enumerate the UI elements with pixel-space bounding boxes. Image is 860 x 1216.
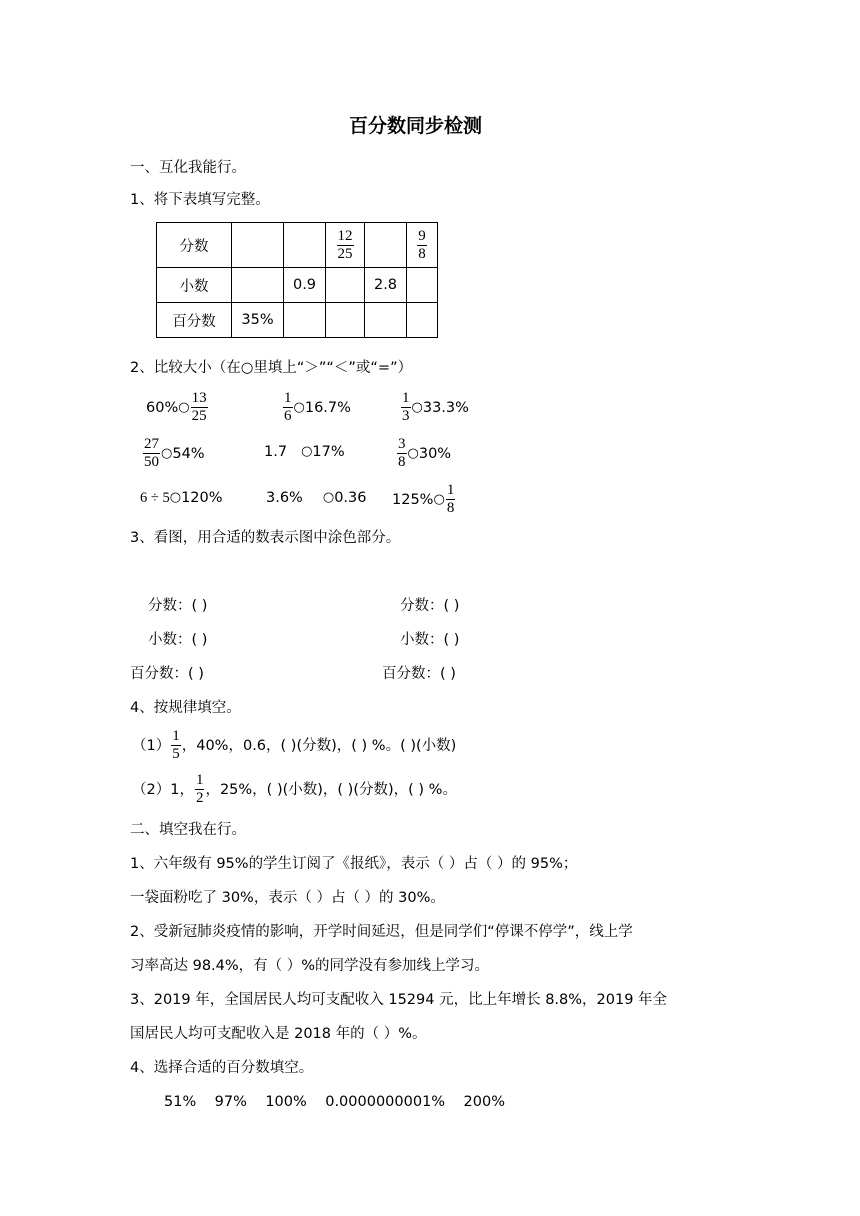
question-1-2: 2、比较大小（在○里填上“＞”“＜”或“=”） [130,360,413,376]
table-cell: 35% [232,303,284,338]
compare-c2: 3.6% ○ 0.36 [266,490,367,506]
row-label-decimal: 小数 [157,268,232,303]
question-2-4: 4、选择合适的百分数填空。 [130,1060,314,1076]
row-label-fraction: 分数 [157,223,232,268]
compare-b2: 1.7 ○ 17% [264,444,345,460]
answer-percent-right: 百分数：( ) [382,666,456,682]
question-2-1b: 一袋面粉吃了 30%，表示（ ）占（ ）的 30%。 [130,890,445,906]
question-1-1: 1、将下表填写完整。 [130,192,270,208]
compare-c3: 125% ○ $\frac{1}{8}$ [392,482,455,516]
answer-fraction-right: 分数：( ) [400,598,460,614]
question-2-3a: 3、2019 年，全国居民人均可支配收入 15294 元，比上年增长 8.8%，2019 年全 [130,992,668,1008]
answer-fraction-left: 分数：( ) [148,598,208,614]
question-1-3: 3、看图，用合适的数表示图中涂色部分。 [130,530,401,546]
conversion-table [156,222,438,338]
table-cell [407,268,438,303]
compare-a3: $\frac{1}{3}$ ○ 33.3% [402,390,469,424]
table-cell: 2.8 [365,268,407,303]
question-2-2a: 2、受新冠肺炎疫情的影响，开学时间延迟，但是同学们“停课不停学”，线上学 [130,924,633,940]
answer-percent-left: 百分数：( ) [130,666,204,682]
table-cell [365,303,407,338]
pattern-line-2: （2）1， $\frac{1}{2}$ ，25%，( )(小数)，( )(分数)，( ) %。 [132,772,457,806]
question-2-2b: 习率高达 98.4%，有（ ）%的同学没有参加线上学习。 [130,958,490,974]
table-cell [284,303,326,338]
table-cell [407,303,438,338]
question-2-3b: 国居民人均可支配收入是 2018 年的（ ）%。 [130,1026,427,1042]
section-2-heading: 二、填空我在行。 [130,822,246,838]
table-cell: 0.9 [284,268,326,303]
table-cell [284,223,326,268]
compare-a2: $\frac{1}{6}$ ○ 16.7% [284,390,351,424]
question-2-1a: 1、六年级有 95%的学生订阅了《报纸》，表示（ ）占（ ）的 95%； [130,856,578,872]
table-cell [232,223,284,268]
page-title: 百分数同步检测 [349,115,483,137]
table-cell [365,223,407,268]
fraction: $\frac{9}{8}$ [418,227,426,262]
pattern-line-1: （1） $\frac{1}{5}$ ，40%，0.6，( )(分数)，( ) %。( )(小数) [132,728,457,762]
table-cell [326,303,365,338]
fraction: $\frac{12}{25}$ [337,227,353,262]
compare-b3: $\frac{3}{8}$ ○ 30% [398,436,452,470]
answer-decimal-left: 小数：( ) [148,632,208,648]
table-cell [326,223,365,268]
row-label-percent: 百分数 [157,303,232,338]
percent-options: 51% 97% 100% 0.0000000001% 200% [164,1094,505,1110]
table-cell [232,268,284,303]
compare-c1: 6 ÷ 5 ○ 120% [140,490,223,506]
question-1-4: 4、按规律填空。 [130,700,241,716]
section-1-heading: 一、互化我能行。 [130,160,246,176]
compare-b1: $\frac{27}{50}$ ○ 54% [144,436,205,470]
table-cell [407,223,438,268]
compare-a1: 60% ○ $\frac{13}{25}$ [146,390,207,424]
answer-decimal-right: 小数：( ) [400,632,460,648]
table-cell [326,268,365,303]
